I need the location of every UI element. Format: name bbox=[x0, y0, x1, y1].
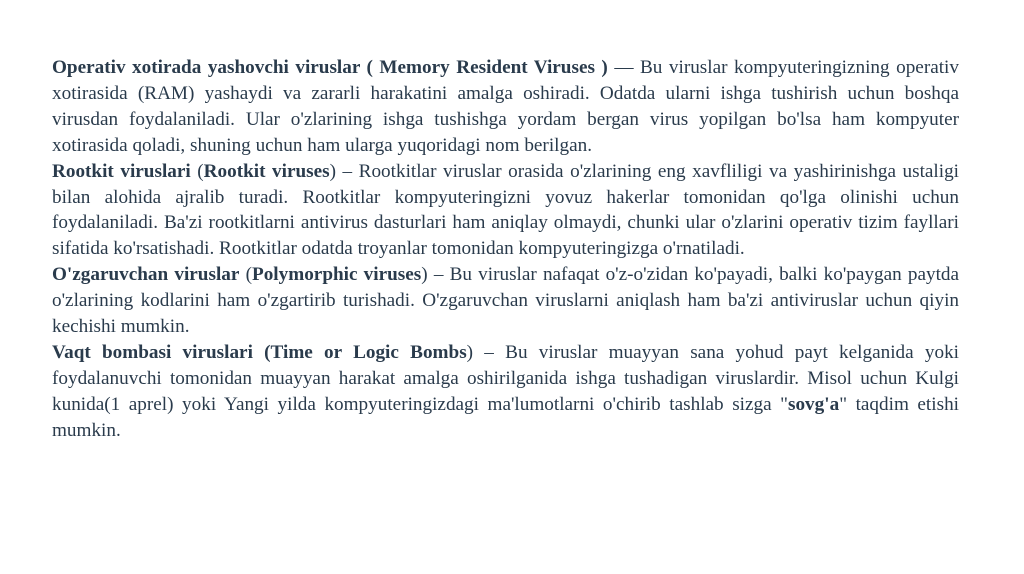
paragraph-time-logic-bombs bbox=[52, 340, 959, 444]
paragraph-body-end: " taqdim etishi mumkin. bbox=[52, 393, 959, 441]
paragraph-polymorphic-viruses bbox=[52, 262, 959, 340]
term-rootkit-viruses-english: Rootkit viruses bbox=[203, 160, 330, 182]
slide-text-block bbox=[52, 55, 959, 444]
paragraph-body: ) – Bu viruslar muayyan sana yohud payt kelganida yoki foydalanuvchi tomonidan muayyan harakat amalga oshirilganida ishga tushadigan viruslardir. Misol uchun Kulgi kunida(1 aprel) yoki Yangi yilda kompyuteringizdagi ma'lumotlarni o'chirib tashlab sizga " bbox=[52, 341, 959, 415]
term-rootkit-viruses: Rootkit viruslari bbox=[52, 160, 191, 182]
paragraph-separator: ( bbox=[190, 160, 204, 182]
term-polymorphic-viruses-english: Polymorphic viruses bbox=[251, 264, 422, 286]
term-time-logic-bombs: Vaqt bombasi viruslari (Time or Logic Bombs bbox=[52, 341, 467, 363]
paragraph-body: — Bu viruslar kompyuteringizning operativ xotirasida (RAM) yashaydi va zararli harakatini amalga oshiradi. Odatda ularni ishga tushirish uchun boshqa virusdan foydalaniladi. Ular o'zlarining ishga tushishga yordam bergan virus yopilgan bo'lsa ham kompyuter xotirasida qoladi, shuning uchun ham ularga yuqoridagi nom berilgan. bbox=[52, 57, 959, 156]
emphasis-gift: sovg'a bbox=[788, 393, 840, 415]
paragraph-body: ) – Rootkitlar viruslar orasida o'zlarining eng xavfliligi va yashirinishga ustaligi bilan alohida ajralib turadi. Rootkitlar kompyuteringizni yovuz hakerlar tomonidan qo'lga olinishi uchun foydalaniladi. Ba'zi rootkitlarni antivirus dasturlari ham aniqlay olmaydi, chunki ular o'zlarini operativ tizim fayllari sifatida ko'rsatishadi. Rootkitlar odatda troyanlar tomonidan kompyuteringizga o'rnatiladi. bbox=[52, 160, 960, 260]
paragraph-memory-resident-viruses bbox=[52, 55, 959, 159]
paragraph-separator: ( bbox=[239, 264, 252, 286]
paragraph-rootkit-viruses bbox=[52, 159, 959, 263]
term-polymorphic-viruses: O'zgaruvchan viruslar bbox=[52, 264, 240, 286]
paragraph-body: ) – Bu viruslar nafaqat o'z-o'zidan ko'payadi, balki ko'paygan paytda o'zlarining kodlarini ham o'zgartirib turishadi. O'zgaruvchan viruslarni aniqlash ham ba'zi antiviruslar uchun qiyin kechishi mumkin. bbox=[52, 264, 960, 338]
term-memory-resident-viruses: Operativ xotirada yashovchi viruslar ( Memory Resident Viruses ) bbox=[52, 57, 608, 78]
